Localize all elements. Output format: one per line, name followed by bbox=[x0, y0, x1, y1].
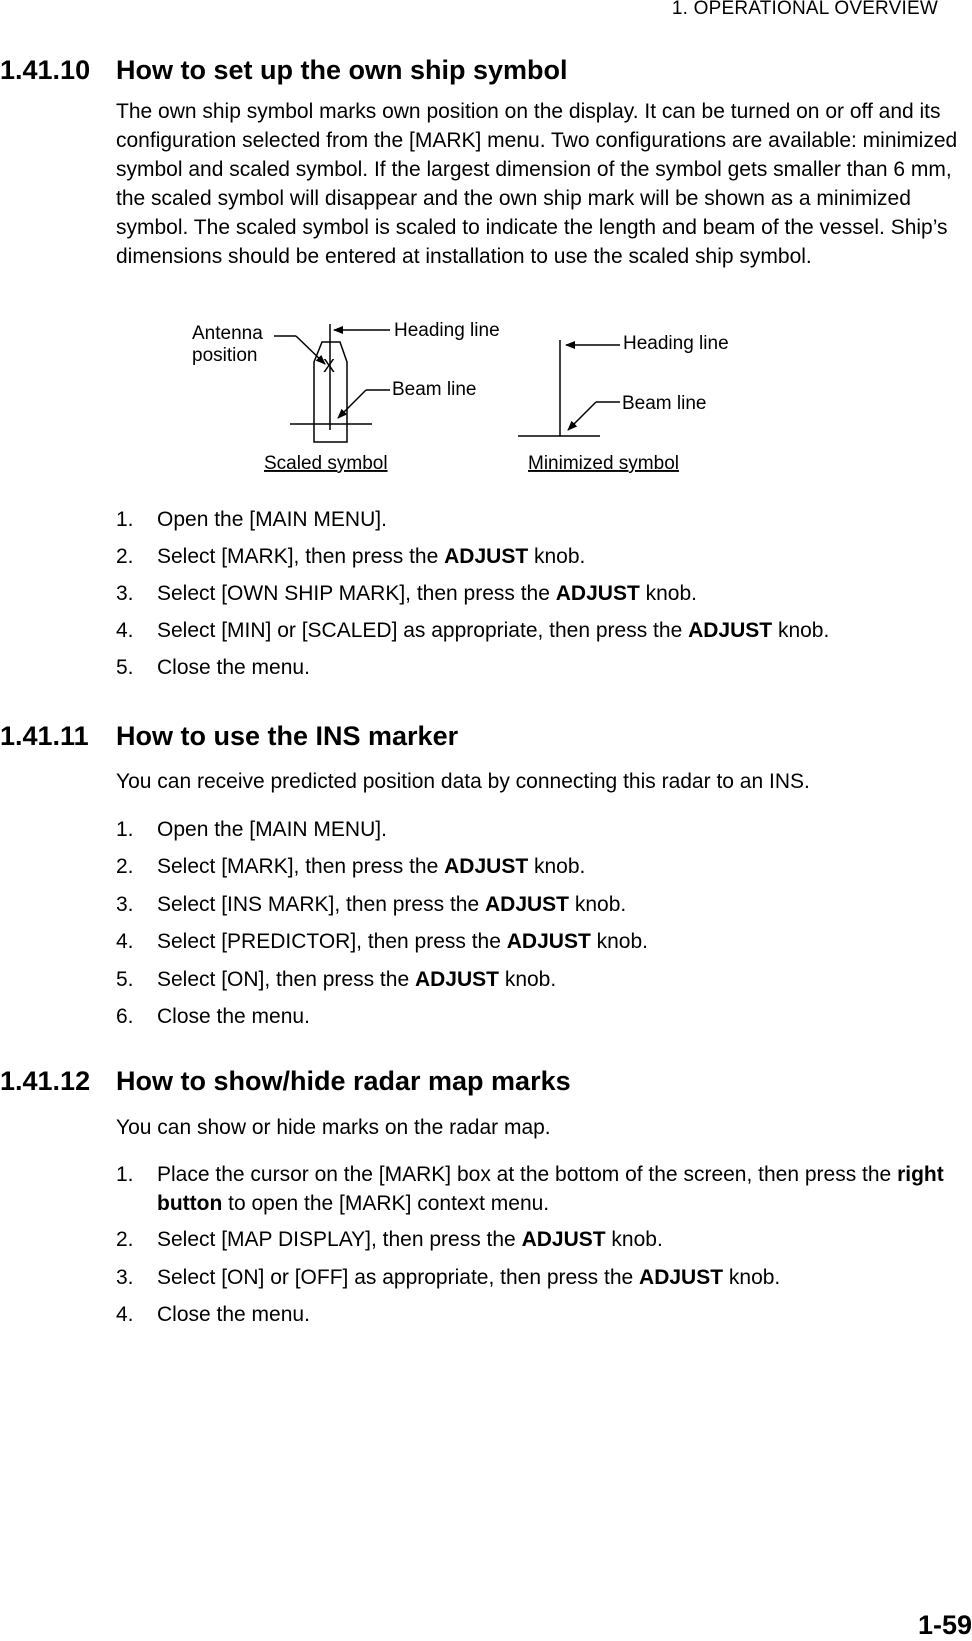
section-heading-radar-map-marks bbox=[0, 1066, 571, 1097]
antenna-mark: X bbox=[323, 356, 336, 376]
step-text: Select [ON], then press the ADJUST knob. bbox=[157, 968, 557, 991]
step-item bbox=[116, 1002, 966, 1031]
antenna-label-line1: Antenna bbox=[192, 323, 263, 344]
step-text: Select [MARK], then press the ADJUST knob. bbox=[157, 855, 586, 878]
step-text: Close the menu. bbox=[157, 1303, 310, 1326]
step-number: 2. bbox=[116, 855, 134, 878]
step-number: 4. bbox=[116, 1303, 134, 1326]
step-text: Close the menu. bbox=[157, 656, 310, 679]
step-text: Close the menu. bbox=[157, 1005, 310, 1028]
scaled-beam-arrow bbox=[338, 390, 366, 418]
section-title: How to use the INS marker bbox=[116, 721, 459, 751]
step-number: 4. bbox=[116, 930, 134, 953]
antenna-label-line2: position bbox=[192, 345, 258, 366]
step-item bbox=[116, 1300, 966, 1329]
step-text: Select [MIN] or [SCALED] as appropriate, then press the ADJUST knob. bbox=[157, 619, 830, 642]
step-text: Open the [MAIN MENU]. bbox=[157, 818, 387, 841]
section-title: How to set up the own ship symbol bbox=[116, 55, 568, 85]
section-number: 1.41.10 bbox=[0, 55, 91, 85]
step-text: Select [PREDICTOR], then press the ADJUST knob. bbox=[157, 930, 648, 953]
section-intro: The own ship symbol marks own position on the display. It can be turned on or off and its configuration selected from the [MARK] menu. Two configurations are available: minimized symbol and scaled symbol. If the largest dimension of the symbol gets smaller than 6 mm, the scaled symbol will disappear and the own ship mark will be shown as a minimized symbol. The scaled symbol is scaled to indicate the length and beam of the vessel. Ship’s dimensions should be entered at installation to use the scaled ship symbol. bbox=[116, 100, 958, 268]
minimized-symbol-caption: Minimized symbol bbox=[528, 453, 679, 474]
min-beam-label: Beam line bbox=[622, 393, 707, 414]
page-number: 1-59 bbox=[917, 1610, 972, 1640]
step-text: Place the cursor on the [MARK] box at the bottom of the screen, then press the right button to open the [MARK] context menu. bbox=[157, 1163, 944, 1215]
section-intro: You can show or hide marks on the radar map. bbox=[116, 1116, 551, 1139]
step-item bbox=[116, 579, 966, 608]
step-number: 5. bbox=[116, 656, 134, 679]
step-item bbox=[116, 815, 966, 844]
step-number: 1. bbox=[116, 1163, 134, 1186]
min-heading-label: Heading line bbox=[623, 333, 729, 354]
step-number: 3. bbox=[116, 893, 134, 916]
step-item bbox=[116, 965, 966, 994]
step-text: Select [INS MARK], then press the ADJUST knob. bbox=[157, 893, 627, 916]
step-text: Select [ON] or [OFF] as appropriate, then press the ADJUST knob. bbox=[157, 1266, 781, 1289]
step-number: 1. bbox=[116, 818, 134, 841]
step-item bbox=[116, 1263, 966, 1292]
antenna-arrow bbox=[296, 336, 325, 364]
step-text: Select [MARK], then press the ADJUST knob. bbox=[157, 545, 586, 568]
step-item bbox=[116, 890, 966, 919]
step-number: 4. bbox=[116, 619, 134, 642]
step-item bbox=[116, 852, 966, 881]
section-number: 1.41.11 bbox=[0, 721, 89, 751]
step-number: 5. bbox=[116, 968, 134, 991]
step-number: 6. bbox=[116, 1005, 134, 1028]
step-number: 2. bbox=[116, 1228, 134, 1251]
step-item bbox=[116, 653, 966, 682]
step-item bbox=[116, 616, 966, 645]
step-text: Select [MAP DISPLAY], then press the ADJUST knob. bbox=[157, 1228, 663, 1251]
scaled-beam-label: Beam line bbox=[392, 379, 477, 400]
section-intro: You can receive predicted position data by connecting this radar to an INS. bbox=[116, 770, 810, 793]
step-text: Select [OWN SHIP MARK], then press the ADJUST knob. bbox=[157, 582, 697, 605]
step-number: 3. bbox=[116, 582, 134, 605]
scaled-heading-label: Heading line bbox=[394, 320, 500, 341]
step-item bbox=[116, 542, 966, 571]
section-heading-ins-marker bbox=[0, 721, 458, 752]
step-number: 1. bbox=[116, 508, 134, 531]
section-heading-own-ship-symbol bbox=[0, 55, 568, 86]
step-item bbox=[116, 1225, 966, 1254]
min-beam-arrow bbox=[568, 402, 596, 430]
step-number: 2. bbox=[116, 545, 134, 568]
step-item bbox=[116, 1160, 966, 1218]
step-text: Open the [MAIN MENU]. bbox=[157, 508, 387, 531]
scaled-symbol-caption: Scaled symbol bbox=[264, 453, 388, 474]
step-number: 3. bbox=[116, 1266, 134, 1289]
step-item bbox=[116, 505, 966, 534]
section-title: How to show/hide radar map marks bbox=[116, 1066, 571, 1096]
own-ship-symbol-figure bbox=[190, 318, 750, 482]
section-number: 1.41.12 bbox=[0, 1066, 91, 1096]
step-item bbox=[116, 927, 966, 956]
running-header: 1. OPERATIONAL OVERVIEW bbox=[671, 0, 938, 19]
